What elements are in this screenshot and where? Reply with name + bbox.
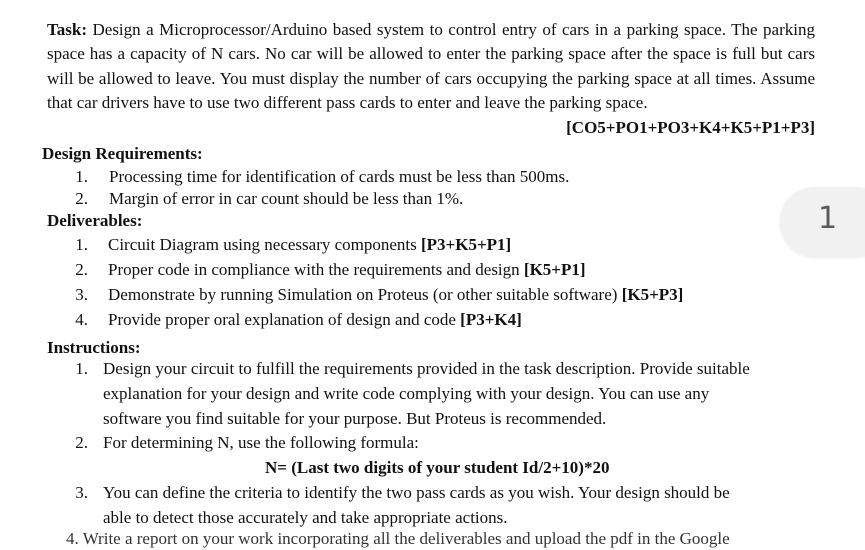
list-number: 2. [75, 189, 88, 208]
deliverable-item: Proper code in compliance with the requirements and design [K5+P1] [108, 260, 586, 279]
task-paragraph [47, 18, 815, 116]
instruction-text: You can define the criteria to identify the two pass cards as you wish. Your design should be [103, 483, 730, 502]
requirement-item: Processing time for identification of cards must be less than 500ms. [109, 167, 570, 186]
list-number: 2. [75, 433, 88, 452]
instruction-text: Design your circuit to fulfill the requirements provided in the task description. Provide suitable [103, 359, 750, 378]
list-number: 1. [75, 235, 88, 254]
instruction-text: software you find suitable for your purpose. But Proteus is recommended. [103, 409, 607, 428]
list-number: 4. [75, 310, 88, 329]
instruction-text-cutoff: 4. Write a report on your work incorporating all the deliverables and upload the pdf in the Google [66, 529, 730, 548]
list-number: 1. [75, 167, 88, 186]
instructions-heading: Instructions: [47, 338, 141, 357]
instruction-text: explanation for your design and write code complying with your design. You can use any [103, 384, 710, 403]
task-label: Task: [47, 20, 88, 39]
instruction-text: For determining N, use the following formula: [103, 433, 419, 452]
deliverables-heading: Deliverables: [47, 211, 143, 230]
page-number-badge[interactable] [780, 187, 865, 257]
deliverable-item: Demonstrate by running Simulation on Proteus (or other suitable software) [K5+P3] [108, 285, 684, 304]
requirement-item: Margin of error in car count should be less than 1%. [109, 189, 464, 208]
list-number: 3. [75, 483, 88, 502]
task-reference-codes: [CO5+PO1+PO3+K4+K5+P1+P3] [566, 118, 815, 137]
task-text: Design a Microprocessor/Arduino based system to control entry of cars in a parking space. The parking space has a capacity of N cars. No car will be allowed to enter the parking space after the space is full but cars will be allowed to leave. You must display the number of cars occupying the parking space at all times. Assume that car drivers have to use two different pass cards to enter and leave the parking space. [47, 20, 815, 113]
page-number-label: 1 [818, 201, 838, 236]
deliverable-item: Circuit Diagram using necessary components [P3+K5+P1] [108, 235, 512, 254]
deliverable-item: Provide proper oral explanation of design and code [P3+K4] [108, 310, 522, 329]
design-requirements-heading: Design Requirements: [42, 144, 203, 163]
formula: N= (Last two digits of your student Id/2+10)*20 [265, 458, 610, 477]
list-number: 1. [75, 359, 88, 378]
instruction-text: able to detect those accurately and take appropriate actions. [103, 508, 508, 527]
list-number: 2. [75, 260, 88, 279]
list-number: 3. [75, 285, 88, 304]
